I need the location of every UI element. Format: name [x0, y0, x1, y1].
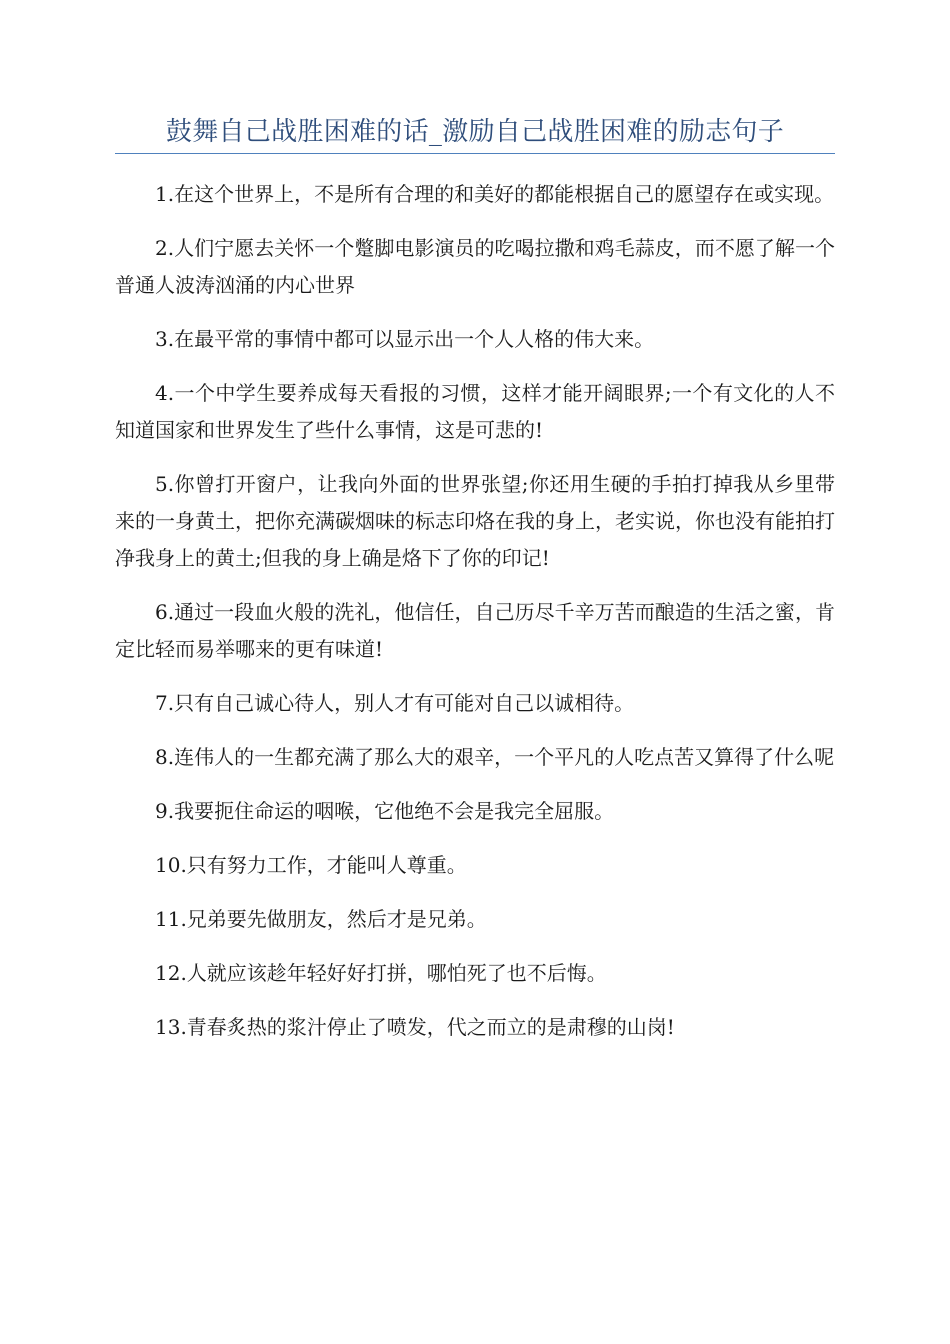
- paragraph-12: 12.人就应该趁年轻好好打拼，哪怕死了也不后悔。: [155, 961, 607, 985]
- paragraph-9: 9.我要扼住命运的咽喉，它他绝不会是我完全屈服。: [155, 799, 615, 823]
- paragraph-6: 6.通过一段血火般的洗礼，他信任，自己历尽千辛万苦而酿造的生活之蜜，肯定比轻而易举哪来的更有味道!: [115, 600, 835, 661]
- title-underline: [115, 153, 835, 154]
- paragraph-1: 1.在这个世界上，不是所有合理的和美好的都能根据自己的愿望存在或实现。: [155, 182, 835, 206]
- paragraph-10: 10.只有努力工作，才能叫人尊重。: [155, 853, 467, 877]
- paragraph-7: 7.只有自己诚心待人，别人才有可能对自己以诚相待。: [155, 691, 635, 715]
- paragraph-4: 4.一个中学生要养成每天看报的习惯，这样才能开阔眼界;一个有文化的人不知道国家和世界发生了些什么事情，这是可悲的!: [115, 381, 835, 442]
- paragraph-11: 11.兄弟要先做朋友，然后才是兄弟。: [155, 907, 487, 931]
- paragraph-2: 2.人们宁愿去关怀一个蹩脚电影演员的吃喝拉撒和鸡毛蒜皮，而不愿了解一个普通人波涛汹涌的内心世界: [115, 236, 835, 297]
- paragraph-8: 8.连伟人的一生都充满了那么大的艰辛，一个平凡的人吃点苦又算得了什么呢: [155, 745, 835, 769]
- document-body: [115, 176, 835, 1063]
- paragraph-3: 3.在最平常的事情中都可以显示出一个人人格的伟大来。: [155, 327, 655, 351]
- paragraph-13: 13.青春炙热的浆汁停止了喷发，代之而立的是肃穆的山岗!: [155, 1015, 675, 1039]
- document-title: 鼓舞自己战胜困难的话_激励自己战胜困难的励志句子: [165, 117, 785, 147]
- paragraph-5: 5.你曾打开窗户，让我向外面的世界张望;你还用生硬的手拍打掉我从乡里带来的一身黄土，把你充满碳烟味的标志印烙在我的身上，老实说，你也没有能拍打净我身上的黄土;但我的身上确是烙下了你的印记!: [115, 472, 835, 570]
